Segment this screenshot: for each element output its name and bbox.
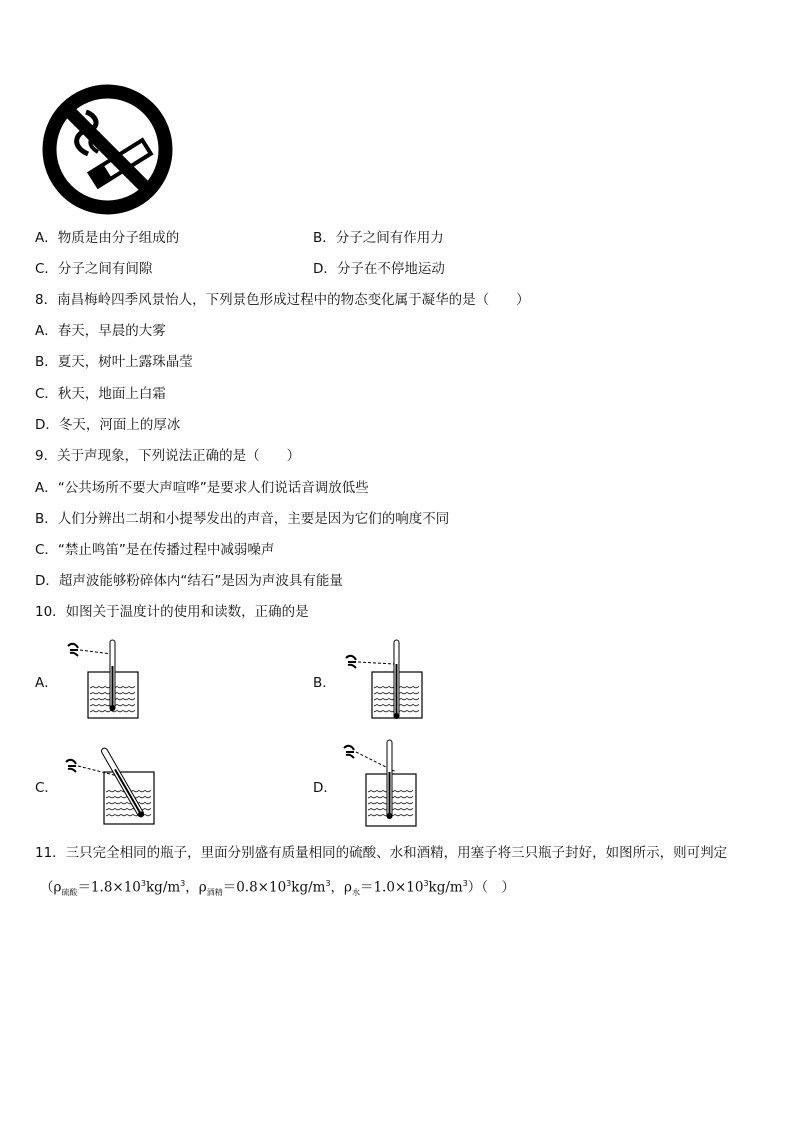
q10-label-a: A． bbox=[35, 675, 58, 691]
thermometer-figure-c bbox=[60, 738, 170, 830]
question-10-stem: 10．如图关于温度计的使用和读数，正确的是 bbox=[35, 604, 309, 620]
q9-option-d: D．超声波能够粉碎体内“结石”是因为声波具有能量 bbox=[35, 573, 343, 589]
question-11-stem: 11．三只完全相同的瓶子，里面分别盛有质量相同的硫酸、水和酒精，用塞子将三只瓶子封好，如图所示，则可判定 bbox=[35, 845, 728, 861]
q10-label-d: D． bbox=[313, 780, 337, 796]
q8-option-b: B．夏天，树叶上露珠晶莹 bbox=[35, 354, 193, 370]
density-alcohol: ＝0.8×10 bbox=[222, 879, 287, 896]
density-water: ＝1.0×10 bbox=[359, 879, 424, 896]
q8-option-d: D．冬天，河面上的厚冰 bbox=[35, 417, 181, 433]
subscript-water: 水 bbox=[351, 888, 360, 898]
exponent: 3 bbox=[462, 879, 468, 888]
option-a: A．物质是由分子组成的 bbox=[35, 230, 180, 246]
unit: kg/m bbox=[146, 879, 181, 896]
option-c: C．分子之间有间隙 bbox=[35, 261, 153, 277]
no-smoking-icon bbox=[40, 82, 175, 217]
subscript-acid: 硫酸 bbox=[61, 888, 78, 898]
exponent: 3 bbox=[286, 879, 292, 888]
exponent: 3 bbox=[140, 879, 146, 888]
separator: ， bbox=[330, 879, 345, 896]
density-acid: ＝1.8×10 bbox=[77, 879, 141, 896]
separator: ， bbox=[185, 879, 199, 896]
option-b: B．分子之间有作用力 bbox=[313, 230, 444, 246]
unit: kg/m bbox=[291, 879, 326, 896]
q8-option-c: C．秋天，地面上白霜 bbox=[35, 386, 166, 402]
question-9-stem: 9．关于声现象，下列说法正确的是（ ） bbox=[35, 448, 301, 464]
paren-open: （ bbox=[40, 879, 54, 896]
question-11-densities bbox=[40, 875, 515, 902]
question-8-stem: 8．南昌梅岭四季风景怡人，下列景色形成过程中的物态变化属于凝华的是（ ） bbox=[35, 292, 530, 308]
rho-symbol: ρ bbox=[53, 879, 62, 896]
option-d: D．分子在不停地运动 bbox=[313, 261, 445, 277]
q9-option-b: B．人们分辨出二胡和小提琴发出的声音，主要是因为它们的响度不同 bbox=[35, 511, 450, 527]
exponent: 3 bbox=[180, 879, 186, 888]
thermometer-figure-b bbox=[340, 636, 440, 722]
q10-label-b: B． bbox=[313, 675, 336, 691]
thermometer-figure-d bbox=[338, 736, 438, 828]
q9-option-a: A．“公共场所不要大声喧哗”是要求人们说话音调放低些 bbox=[35, 480, 369, 496]
rho-symbol: ρ bbox=[344, 879, 352, 896]
subscript-alcohol: 酒精 bbox=[206, 888, 223, 898]
q9-option-c: C．“禁止鸣笛”是在传播过程中减弱噪声 bbox=[35, 542, 275, 558]
thermometer-figure-a bbox=[60, 636, 160, 722]
exponent: 3 bbox=[423, 879, 429, 888]
exponent: 3 bbox=[325, 879, 331, 888]
unit: kg/m bbox=[428, 879, 463, 896]
rho-symbol: ρ bbox=[198, 879, 207, 896]
q8-option-a: A．春天，早晨的大雾 bbox=[35, 323, 166, 339]
paren-tail: ）（ ） bbox=[467, 879, 516, 896]
q10-label-c: C． bbox=[35, 780, 58, 796]
